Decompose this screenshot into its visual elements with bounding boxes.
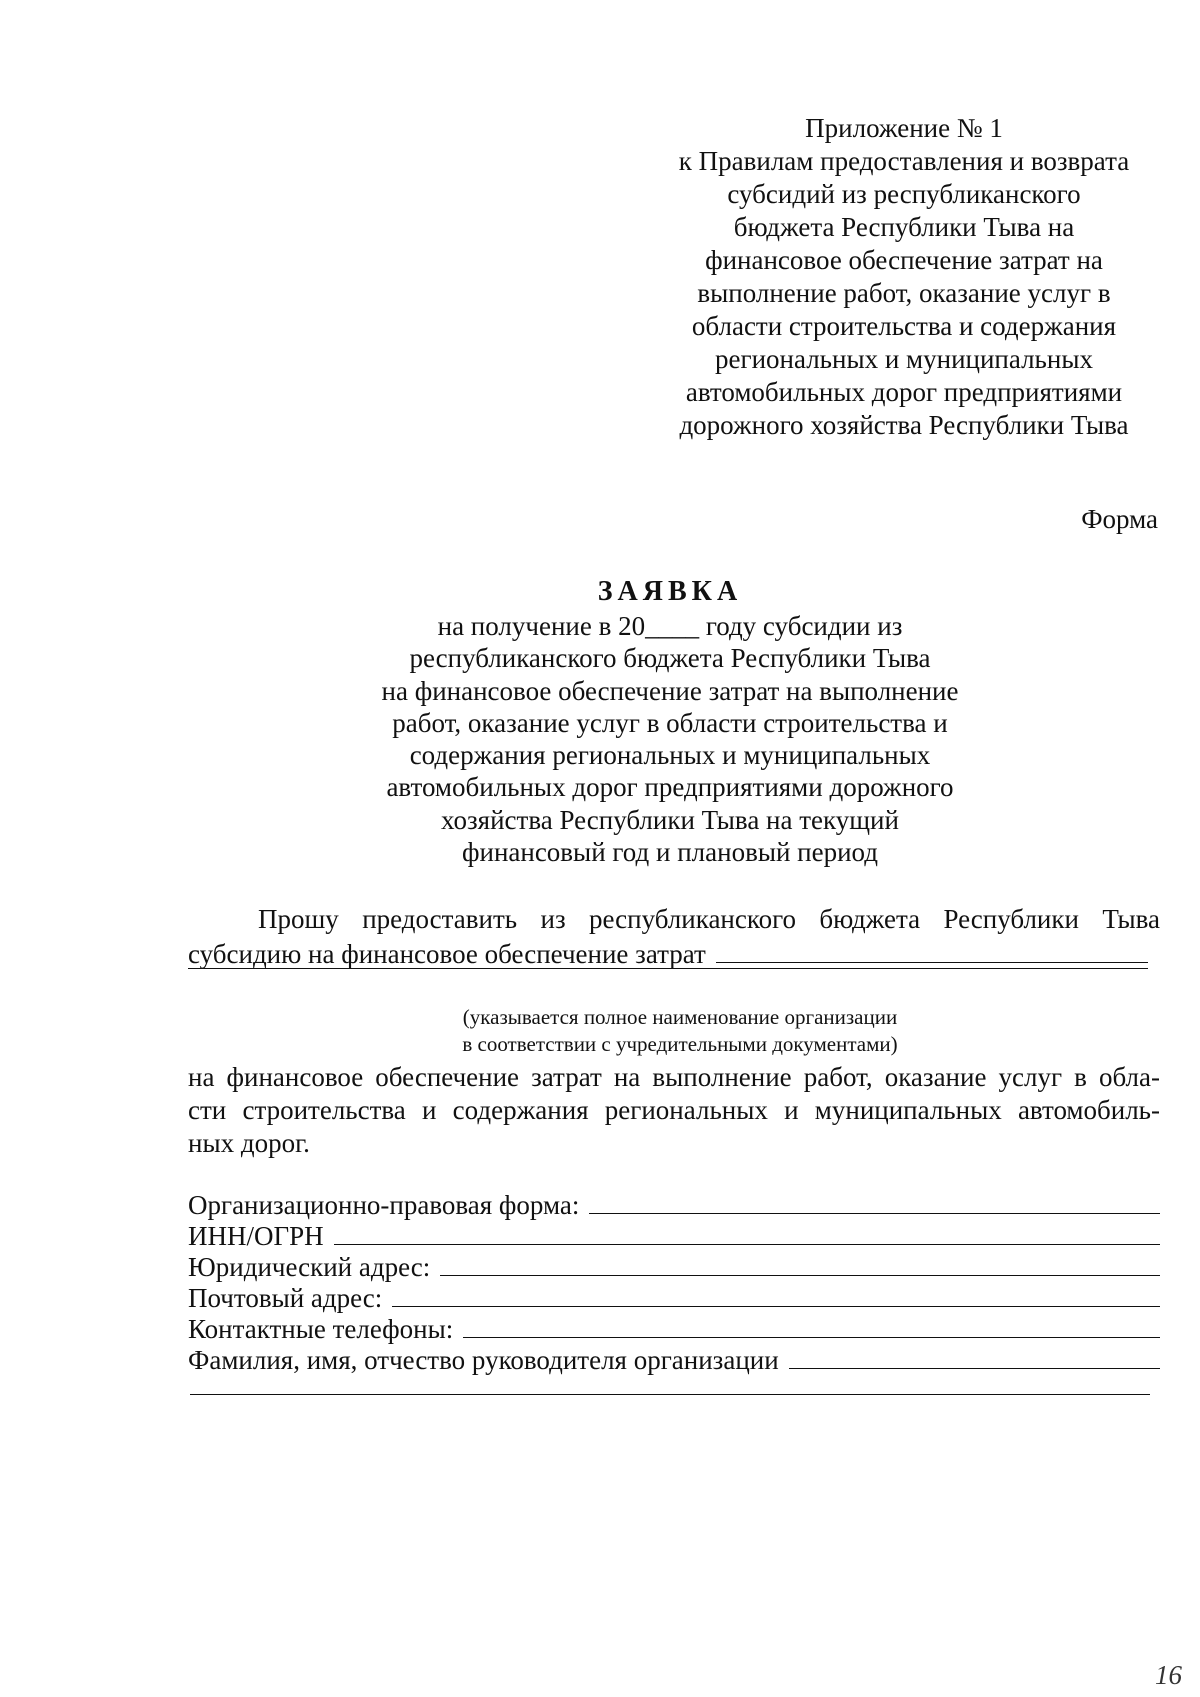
appendix-line: автомобильных дорог предприятиями — [685, 377, 1123, 407]
field-postal-address — [188, 1283, 1160, 1314]
subtitle-line: хозяйства Республики Тыва на текущий — [441, 804, 899, 835]
page-number: 16 — [1155, 1660, 1182, 1690]
request-line-2: субсидию на финансовое обеспечение затрат — [188, 939, 706, 969]
organization-name-field[interactable] — [716, 936, 1148, 963]
field-label: Юридический адрес: — [188, 1252, 431, 1282]
appendix-line: дорожного хозяйства Республики Тыва — [679, 410, 1129, 440]
document-title: ЗАЯВКА — [597, 576, 743, 607]
request-line-2-row — [188, 936, 1160, 971]
document-subtitle — [340, 610, 1000, 868]
subtitle-line: на финансовое обеспечение затрат на выполнение — [381, 675, 959, 706]
title-block — [340, 574, 1000, 868]
director-name-input[interactable] — [789, 1346, 1160, 1369]
field-label: Фамилия, имя, отчество руководителя организации — [188, 1345, 779, 1375]
organization-name-note — [400, 1004, 960, 1058]
appendix-line: области строительства и содержания — [691, 311, 1117, 341]
field-director-name — [188, 1345, 1160, 1376]
subtitle-line: республиканского бюджета Республики Тыва — [409, 643, 931, 674]
organization-name-continuation-field[interactable] — [188, 968, 1148, 969]
appendix-line: Приложение № 1 — [805, 113, 1003, 143]
legal-form-input[interactable] — [589, 1191, 1160, 1214]
subtitle-line: автомобильных дорог предприятиями дорожного — [386, 772, 954, 803]
purpose-line: на финансовое обеспечение затрат на выполнение работ, оказание услуг в обла- — [188, 1062, 1160, 1092]
subtitle-line: содержания региональных и муниципальных — [409, 740, 931, 771]
legal-address-input[interactable] — [440, 1253, 1160, 1276]
form-label: Форма — [1081, 504, 1158, 534]
field-label: Контактные телефоны: — [188, 1314, 454, 1344]
request-paragraph — [188, 903, 1160, 971]
appendix-line: региональных и муниципальных — [715, 344, 1093, 374]
field-legal-form — [188, 1190, 1160, 1221]
appendix-line: к Правилам предоставления и возврата — [678, 146, 1130, 176]
postal-address-input[interactable] — [392, 1284, 1160, 1307]
request-line-1: Прошу предоставить из республиканского бюджета Республики Тыва — [258, 904, 1160, 934]
field-label: ИНН/ОГРН — [188, 1221, 324, 1251]
note-line: (указывается полное наименование организации — [462, 1005, 898, 1029]
subtitle-line: работ, оказание услуг в области строительства и — [392, 707, 948, 738]
appendix-line: бюджета Республики Тыва на — [733, 212, 1075, 242]
field-inn-ogrn — [188, 1221, 1160, 1252]
inn-ogrn-input[interactable] — [334, 1222, 1160, 1245]
subtitle-line: на получение в 20____ году субсидии из — [437, 611, 903, 641]
field-label: Организационно-правовая форма: — [188, 1190, 580, 1220]
appendix-line: выполнение работ, оказание услуг в — [697, 278, 1111, 308]
organization-details — [188, 1190, 1160, 1376]
appendix-line: субсидий из республиканского — [727, 179, 1081, 209]
field-phones — [188, 1314, 1160, 1345]
phones-input[interactable] — [463, 1315, 1160, 1338]
field-label: Почтовый адрес: — [188, 1283, 383, 1313]
director-name-continuation-field[interactable] — [190, 1394, 1150, 1395]
field-legal-address — [188, 1252, 1160, 1283]
purpose-line: сти строительства и содержания региональных и муниципальных автомобиль- — [188, 1095, 1160, 1125]
appendix-header — [640, 112, 1168, 442]
purpose-line: ных дорог. — [188, 1128, 310, 1158]
appendix-line: финансовое обеспечение затрат на — [705, 245, 1103, 275]
purpose-paragraph — [188, 1061, 1160, 1160]
note-line: в соответствии с учредительными документами) — [462, 1032, 898, 1056]
subtitle-line: финансовый год и плановый период — [462, 837, 878, 868]
